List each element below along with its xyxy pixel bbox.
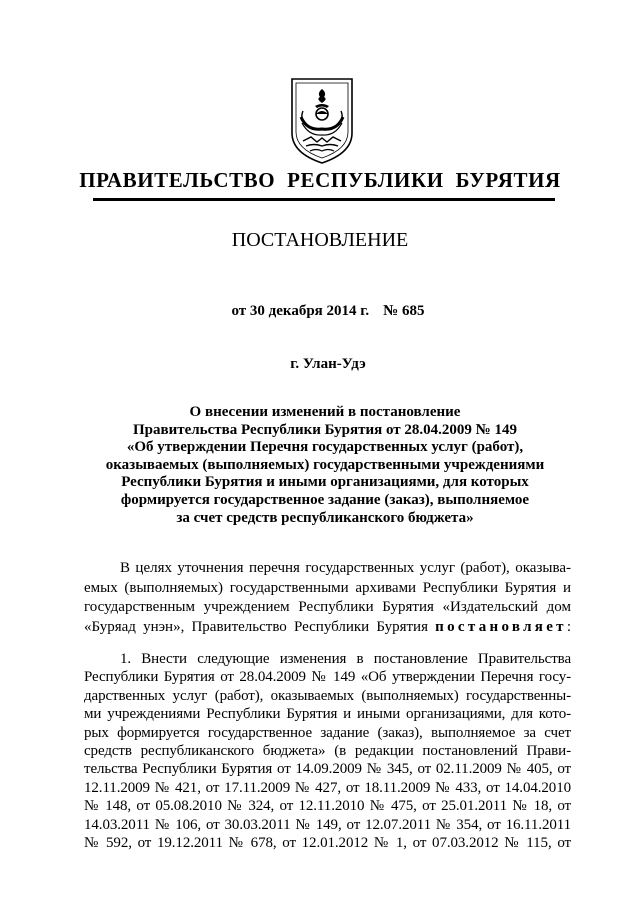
document-type: ПОСТАНОВЛЕНИЕ	[231, 229, 409, 251]
subject-line: формируется государственное задание (заказ), выполняемое	[120, 491, 530, 508]
paragraph-line: государственным учреждением Республики Бурятия «Издательский дом	[84, 599, 571, 615]
document-subject	[90, 404, 560, 527]
preamble-punctuation: :	[566, 618, 572, 635]
decree-keyword: постановляет	[435, 618, 567, 635]
subject-line: оказываемых (выполняемых) государственными учреждениями	[105, 456, 545, 473]
paragraph-line: 12.11.2009 № 421, от 17.11.2009 № 427, от 18.11.2009 № 433, от 14.04.2010	[84, 779, 571, 796]
paragraph-line: средств республиканского бюджета» (в редакции постановлений Прави-	[84, 743, 571, 760]
paragraph-line: тельства Республики Бурятия от 14.09.2009 № 345, от 02.11.2009 № 405, от	[84, 761, 571, 778]
subject-line: «Об утверждении Перечня государственных услуг (работ),	[126, 439, 524, 456]
paragraph-line: 14.03.2011 № 106, от 30.03.2011 № 149, от 12.07.2011 № 354, от 16.11.2011	[84, 816, 571, 833]
document-number: № 685	[383, 303, 425, 319]
paragraph-line: Республики Бурятия от 28.04.2009 № 149 «Об утверждении Перечня госу-	[84, 669, 571, 686]
paragraph-line: дарственных услуг (работ), оказываемых (выполняемых) государственны-	[84, 687, 571, 704]
clause-1-paragraph	[84, 650, 571, 852]
paragraph-line: 1. Внести следующие изменения в постановление Правительства	[120, 651, 571, 667]
paragraph-line	[84, 618, 571, 638]
paragraph-line: В целях уточнения перечня государственных услуг (работ), оказыва-	[120, 560, 571, 576]
document-date: от 30 декабря 2014 г.	[231, 303, 370, 319]
document-date-line	[0, 303, 640, 320]
paragraph-line: № 148, от 05.08.2010 № 324, от 12.11.2010 № 475, от 25.01.2011 № 18, от	[84, 798, 571, 815]
subject-line: Правительства Республики Бурятия от 28.04.2009 № 149	[132, 421, 517, 438]
subject-line: О внесении изменений в постановление	[189, 404, 461, 420]
subject-line: за счет средств республиканского бюджета»	[176, 509, 474, 526]
paragraph-line: емых (выполняемых) государственными архивами Республики Бурятия и	[84, 579, 571, 596]
government-title: ПРАВИТЕЛЬСТВО РЕСПУБЛИКИ БУРЯТИЯ	[79, 168, 561, 192]
preamble-text: «Буряад унэн», Правительство Республики Бурятия	[84, 618, 428, 635]
subject-line: Республики Бурятия и иными организациями, для которых	[121, 474, 529, 491]
coat-of-arms-icon	[289, 73, 355, 165]
paragraph-line: № 592, от 19.12.2011 № 678, от 12.01.2012 № 1, от 07.03.2012 № 115, от	[84, 835, 571, 852]
document-city: г. Улан-Удэ	[290, 356, 366, 372]
header-divider	[93, 198, 555, 201]
paragraph-line: рых формируется государственное задание (заказ), выполняемое за счет	[84, 724, 571, 741]
paragraph-line: ми учреждениями Республики Бурятия и иными организациями, для кото-	[84, 706, 571, 723]
preamble-paragraph	[84, 559, 571, 637]
